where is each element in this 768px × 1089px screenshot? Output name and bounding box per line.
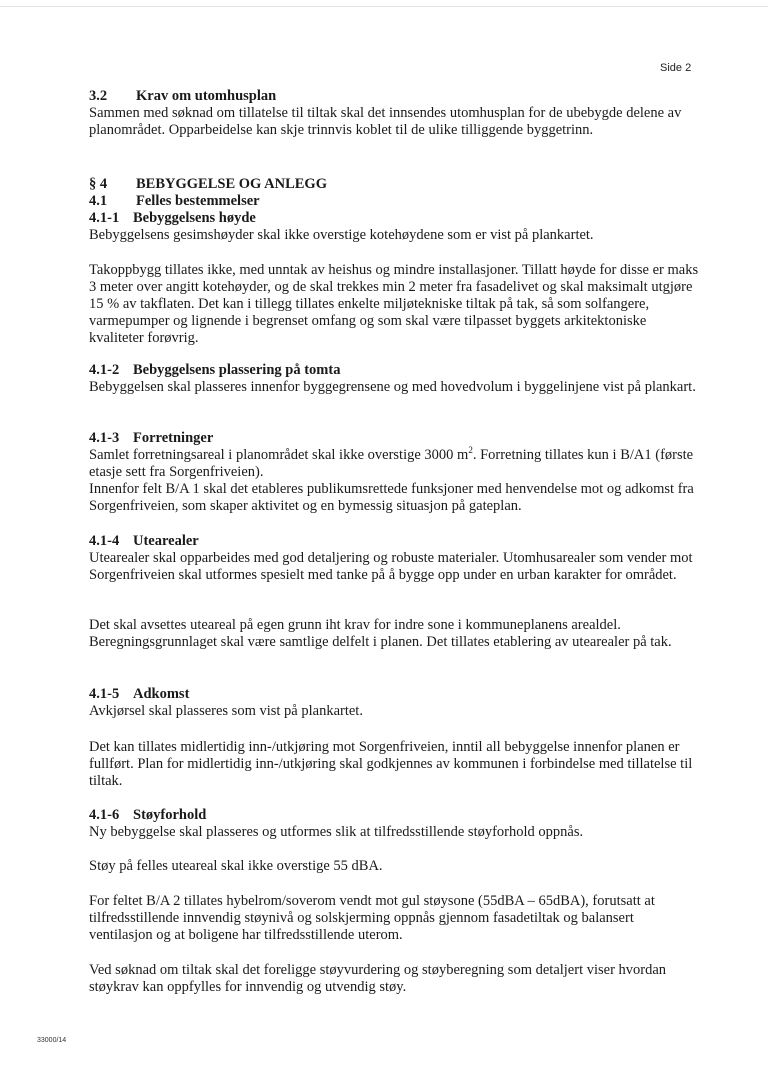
section-title: Bebyggelsens høyde [133, 210, 256, 226]
section-number: 4.1-6 [89, 807, 120, 823]
heading-4-1-3 [89, 430, 213, 447]
section-title: BEBYGGELSE OG ANLEGG [136, 176, 327, 192]
superscript: 2 [468, 445, 473, 456]
paragraph-text: . Forretning tillates kun i B/A1 (første etasje sett fra Sorgenfriveien). [89, 447, 694, 480]
heading-4-1-4 [89, 533, 199, 550]
paragraph: Ved søknad om tiltak skal det foreligge støyvurdering og støyberegning som detaljert viser hvordan støykrav kan oppfylles for innvendig og utvendig støy. [89, 962, 667, 995]
paragraph-text: Samlet forretningsareal i planområdet skal ikke overstige 3000 m [89, 447, 469, 463]
section-title: Utearealer [133, 533, 199, 549]
section-title: Adkomst [133, 686, 190, 702]
section-number: 4.1 [89, 193, 108, 209]
section-number: 4.1-2 [89, 362, 120, 378]
paragraph: Bebyggelsen skal plasseres innenfor byggegrensene og med hovedvolum i byggelinjene vist på plankart. [89, 379, 696, 395]
heading-4-1-5 [89, 686, 189, 703]
paragraph: For feltet B/A 2 tillates hybelrom/soverom vendt mot gul støysone (55dBA – 65dBA), forutsatt at tilfredsstillende innvendig støynivå og solskjerming oppnås gjennom fasadetiltak og balansert ventilasjon og at boligene har tilfredsstillende uterom. [89, 893, 655, 943]
paragraph: Avkjørsel skal plasseres som vist på plankartet. [89, 703, 363, 719]
heading-4-1-6 [89, 807, 206, 824]
paragraph: Innenfor felt B/A 1 skal det etableres publikumsrettede funksjoner med henvendelse mot og adkomst fra Sorgenfriveien, som skaper aktivitet og en bymessig situasjon på gateplan. [89, 481, 694, 514]
paragraph: Takoppbygg tillates ikke, med unntak av heishus og mindre installasjoner. Tillatt høyde for disse er maks 3 meter over angitt kotehøyder, og de skal trekkes min 2 meter fra fasadelivet og skal maksimalt utgjøre 15 % av takflaten. Det kan i tillegg tillates enkelte miljøtekniske tiltak på tak, så som solfangere, varmepumper og lignende i begrenset omfang og som skal være tilpasset byggets arkitektoniske kvaliteter forøvrig. [89, 262, 699, 346]
paragraph: Støy på felles uteareal skal ikke overstige 55 dBA. [89, 858, 383, 874]
section-number: § 4 [89, 176, 108, 192]
paragraph [89, 447, 699, 481]
section-number: 4.1-4 [89, 533, 120, 549]
heading-section-4 [89, 176, 327, 193]
section-number: 3.2 [89, 88, 108, 104]
section-title: Forretninger [133, 430, 214, 446]
section-title: Bebyggelsens plassering på tomta [133, 362, 341, 378]
section-title: Krav om utomhusplan [136, 88, 277, 104]
heading-4-1-1 [89, 210, 256, 227]
section-number: 4.1-5 [89, 686, 120, 702]
heading-4-1 [89, 193, 260, 210]
paragraph: Det kan tillates midlertidig inn-/utkjøring mot Sorgenfriveien, inntil all bebyggelse innenfor planen er fullført. Plan for midlertidig inn-/utkjøring skal godkjennes av kommunen i forbindelse med tillatelse til tiltak. [89, 739, 693, 789]
section-number: 4.1-1 [89, 210, 120, 226]
heading-3-2 [89, 88, 276, 105]
section-number: 4.1-3 [89, 430, 120, 446]
paragraph: Utearealer skal opparbeides med god detaljering og robuste materialer. Utomhusarealer som vender mot Sorgenfriveien skal utformes spesielt med tanke på å bygge opp under en urban karakter for området. [89, 550, 693, 583]
paragraph: Sammen med søknad om tillatelse til tiltak skal det innsendes utomhusplan for de ubebygde delene av planområdet. Opparbeidelse kan skje trinnvis koblet til de ulike tilliggende byggetrinn. [89, 105, 682, 138]
heading-4-1-2 [89, 362, 340, 379]
paragraph: Det skal avsettes uteareal på egen grunn iht krav for indre sone i kommuneplanens arealdel. Beregningsgrunnlaget skal være samtlige delfelt i planen. Det tillates etablering av utearealer på tak. [89, 617, 672, 650]
page-number: Side 2 [660, 62, 692, 74]
section-title: Felles bestemmelser [136, 193, 260, 209]
paragraph: Bebyggelsens gesimshøyder skal ikke overstige kotehøydene som er vist på plankartet. [89, 227, 594, 243]
section-title: Støyforhold [133, 807, 207, 823]
document-id: 33000/14 [37, 1037, 67, 1044]
top-edge-line [0, 6, 768, 7]
paragraph: Ny bebyggelse skal plasseres og utformes slik at tilfredsstillende støyforhold oppnås. [89, 824, 584, 840]
